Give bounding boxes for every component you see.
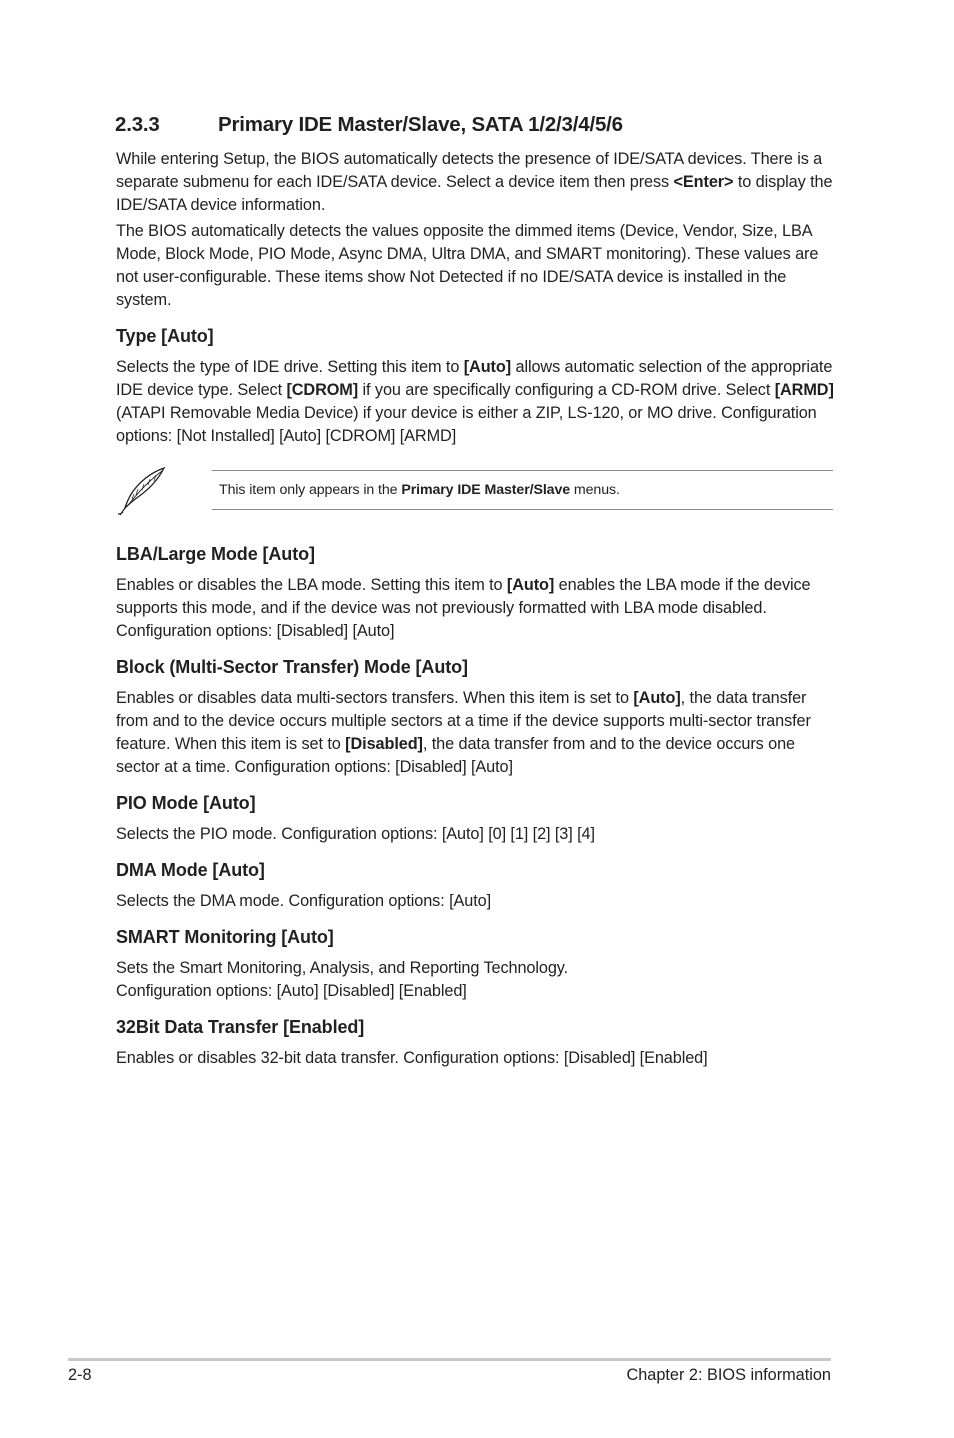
pio-item — [116, 791, 834, 846]
pio-item-heading: PIO Mode [Auto] — [116, 793, 256, 813]
footer-divider — [68, 1358, 831, 1361]
pio-item-body: Selects the PIO mode. Configuration options: [Auto] [0] [1] [2] [3] [4] — [116, 825, 595, 843]
section-heading — [115, 112, 834, 138]
dma-item-heading: DMA Mode [Auto] — [116, 860, 265, 880]
type-item — [116, 324, 834, 448]
lba-item — [116, 542, 834, 643]
smart-item-heading: SMART Monitoring [Auto] — [116, 927, 334, 947]
section-number: 2.3.3 — [115, 113, 160, 136]
dma-item-body: Selects the DMA mode. Configuration options: [Auto] — [116, 892, 492, 910]
note-box — [212, 470, 833, 510]
bit32-item-body: Enables or disables 32-bit data transfer. Configuration options: [Disabled] [Enabled] — [116, 1049, 708, 1067]
block-item-body: Enables or disables data multi-sectors transfers. When this item is set to [Auto], the data transfer from and to the device occurs multiple sectors at a time if the device supports multi-sector transfer feature. When this item is set to [Disabled], the data transfer from and to the device occurs one sector at a time. Configuration options: [Disabled] [Auto] — [116, 689, 811, 776]
type-item-body: Selects the type of IDE drive. Setting this item to [Auto] allows automatic selection of the appropriate IDE device type. Select [CDROM] if you are specifically configuring a CD-ROM drive. Select [ARMD] (ATAPI Removable Media Device) if your device is either a ZIP, LS-120, or MO drive. Configuration options: [Not Installed] [Auto] [CDROM] [ARMD] — [116, 358, 834, 445]
block-item-heading: Block (Multi-Sector Transfer) Mode [Auto] — [116, 657, 468, 677]
pen-icon — [116, 466, 168, 518]
enter-key-label: <Enter> — [673, 173, 734, 191]
page-number: 2-8 — [68, 1366, 92, 1384]
intro-paragraph-2: The BIOS automatically detects the values opposite the dimmed items (Device, Vendor, Size, LBA Mode, Block Mode, PIO Mode, Async DMA, Ultra DMA, and SMART monitoring). These values are not user-configurable. These items show Not Detected if no IDE/SATA device is installed in the system. — [116, 222, 819, 309]
chapter-title: Chapter 2: BIOS information — [626, 1366, 831, 1384]
lba-item-heading: LBA/Large Mode [Auto] — [116, 544, 315, 564]
dma-item — [116, 858, 834, 913]
manual-page — [116, 112, 834, 1070]
smart-item-body: Sets the Smart Monitoring, Analysis, and Reporting Technology. Configuration options: [Auto] [Disabled] [Enabled] — [116, 959, 569, 1000]
section-title: Primary IDE Master/Slave, SATA 1/2/3/4/5/6 — [218, 113, 623, 136]
smart-item — [116, 925, 834, 1003]
bit32-item-heading: 32Bit Data Transfer [Enabled] — [116, 1017, 365, 1037]
type-item-heading: Type [Auto] — [116, 326, 214, 346]
lba-item-body: Enables or disables the LBA mode. Setting this item to [Auto] enables the LBA mode if the device supports this mode, and if the device was not previously formatted with LBA mode disabled. Configuration options: [Disabled] [Auto] — [116, 576, 811, 640]
note-text: This item only appears in the Primary IDE Master/Slave menus. — [219, 482, 620, 498]
note-callout — [116, 466, 834, 524]
intro-paragraph-1: While entering Setup, the BIOS automatically detects the presence of IDE/SATA devices. There is a separate submenu for each IDE/SATA device. Select a device item then press <Enter> to display the IDE/SATA device information. — [116, 150, 833, 214]
block-item — [116, 655, 834, 779]
bit32-item — [116, 1015, 834, 1070]
